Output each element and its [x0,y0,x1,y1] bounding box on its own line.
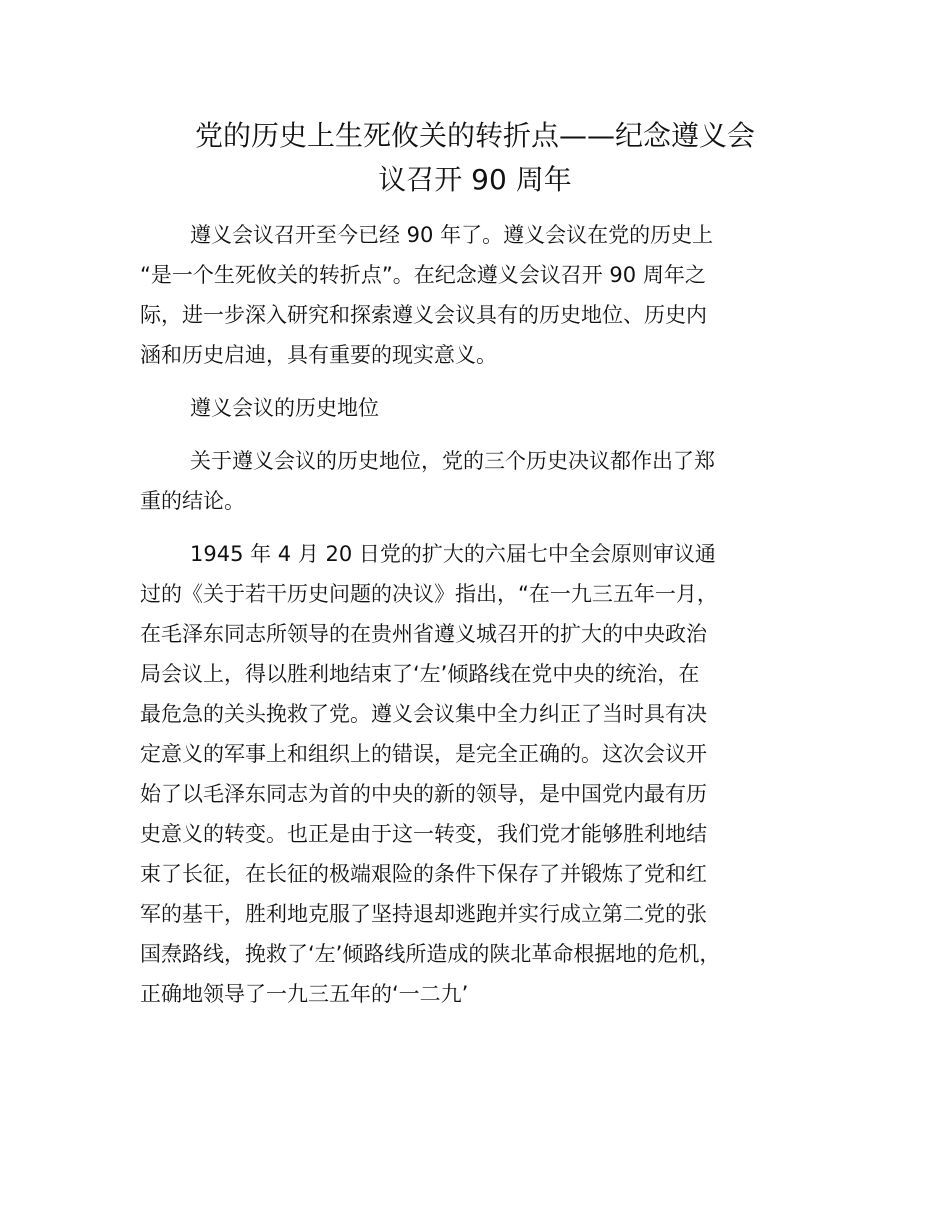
paragraph-line: 局会议上，得以胜利地结束了‘左’倾路线在党中央的统治，在 [140,662,700,686]
title-line-1: 党的历史上生死攸关的转折点——纪念遵义会 [194,119,755,152]
document-body [140,215,830,1014]
paragraph-line: 际，进一步深入研究和探索遵义会议具有的历史地位、历史内 [140,303,707,327]
title-line-2: 议召开 90 周年 [378,163,572,196]
paragraph-spacing [140,521,830,534]
paragraph-intro [140,215,830,375]
paragraph-spacing [140,375,830,388]
paragraph-line: 过的《关于若干历史问题的决议》指出，“在一九三五年一月， [140,582,718,606]
document-title [140,114,810,202]
paragraph-spacing [140,428,830,441]
paragraph-line: 军的基干，胜利地克服了坚持退却逃跑并实行成立第二党的张 [140,902,707,926]
paragraph-1945-resolution [140,534,830,1014]
paragraph-historical-position [140,441,830,521]
paragraph-line: 在毛泽东同志所领导的在贵州省遵义城召开的扩大的中央政治 [140,622,707,646]
paragraph-line: 国焘路线，挽救了‘左’倾路线所造成的陕北革命根据地的危机， [140,942,721,966]
paragraph-line: “是一个生死攸关的转折点”。在纪念遵义会议召开 90 周年之 [140,263,706,287]
paragraph-line: 始了以毛泽东同志为首的中央的新的领导，是中国党内最有历 [140,782,707,806]
paragraph-line: 关于遵义会议的历史地位，党的三个历史决议都作出了郑 [190,449,715,473]
paragraph-line: 最危急的关头挽救了党。遵义会议集中全力纠正了当时具有决 [140,702,707,726]
paragraph-line: 遵义会议召开至今已经 90 年了。遵义会议在党的历史上 [190,223,714,247]
paragraph-line: 重的结论。 [140,489,245,513]
paragraph-line: 涵和历史启迪，具有重要的现实意义。 [140,343,497,367]
paragraph-line: 1945 年 4 月 20 日党的扩大的六届七中全会原则审议通 [190,542,716,566]
paragraph-line: 正确地领导了一九三五年的‘一二九’ [140,982,469,1006]
paragraph-line: 定意义的军事上和组织上的错误，是完全正确的。这次会议开 [140,742,707,766]
paragraph-line: 史意义的转变。也正是由于这一转变，我们党才能够胜利地结 [140,822,707,846]
section-heading-text: 遵义会议的历史地位 [190,396,379,420]
paragraph-line: 束了长征，在长征的极端艰险的条件下保存了并锻炼了党和红 [140,862,707,886]
section-heading [140,388,830,428]
